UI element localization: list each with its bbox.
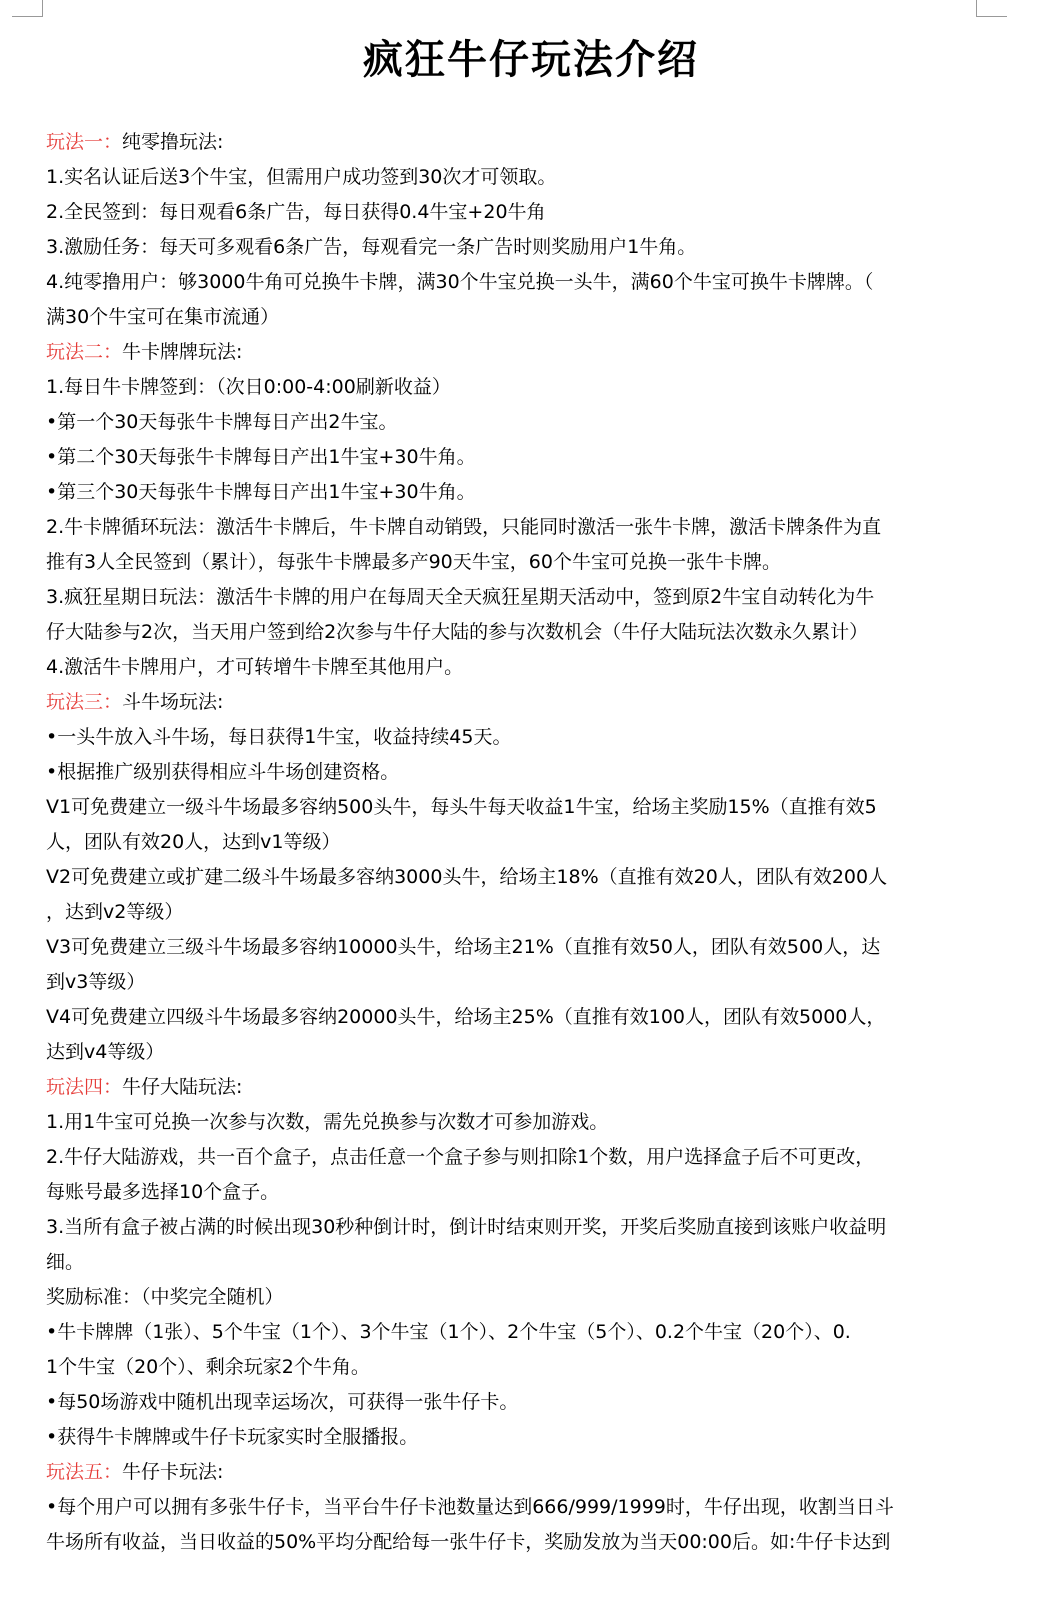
body-line: •每50场游戏中随机出现幸运场次，可获得一张牛仔卡。: [46, 1391, 519, 1413]
body-line: 奖励标准：（中奖完全随机）: [46, 1286, 284, 1308]
body-line: 仔大陆参与2次，当天用户签到给2次参与牛仔大陆的参与次数机会（牛仔大陆玩法次数永久累计）: [46, 621, 869, 643]
body-line: •第二个30天每张牛卡牌每日产出1牛宝+30牛角。: [46, 446, 476, 468]
body-line: V1可免费建立一级斗牛场最多容纳500头牛，每头牛每天收益1牛宝，给场主奖励15%（直推有效5: [46, 796, 877, 818]
body-line: 人，团队有效20人，达到v1等级）: [46, 831, 341, 853]
body-line: •一头牛放入斗牛场，每日获得1牛宝，收益持续45天。: [46, 726, 512, 748]
body-line: V2可免费建立或扩建二级斗牛场最多容纳3000头牛，给场主18%（直推有效20人，团队有效200人: [46, 866, 888, 888]
section-label: 玩法五：: [46, 1461, 123, 1483]
body-line: 2.牛卡牌循环玩法：激活牛卡牌后，牛卡牌自动销毁，只能同时激活一张牛卡牌，激活卡牌条件为直: [46, 516, 882, 538]
body-line: V4可免费建立四级斗牛场最多容纳20000头牛，给场主25%（直推有效100人，团队有效5000人，: [46, 1006, 886, 1028]
section-label: 玩法一：: [46, 131, 123, 153]
body-line: 牛场所有收益，当日收益的50%平均分配给每一张牛仔卡，奖励发放为当天00:00后。如:牛仔卡达到: [46, 1531, 891, 1553]
body-line: 1.实名认证后送3个牛宝，但需用户成功签到30次才可领取。: [46, 166, 557, 188]
page-corner-mark-left: [12, 0, 43, 17]
body-line: 4.纯零撸用户：够3000牛角可兑换牛卡牌，满30个牛宝兑换一头牛，满60个牛宝可换牛卡牌牌。（: [46, 271, 874, 293]
section-label: 玩法三：: [46, 691, 123, 713]
section-heading: [46, 125, 981, 160]
body-line: 推有3人全民签到（累计），每张牛卡牌最多产90天牛宝，60个牛宝可兑换一张牛卡牌。: [46, 551, 781, 573]
section-title: 斗牛场玩法:: [122, 691, 224, 713]
body-line: •每个用户可以拥有多张牛仔卡，当平台牛仔卡池数量达到666/999/1999时，牛仔出现，收割当日斗: [46, 1496, 894, 1518]
body-line: 3.疯狂星期日玩法：激活牛卡牌的用户在每周天全天疯狂星期天活动中，签到原2牛宝自动转化为牛: [46, 586, 875, 608]
section-heading: [46, 335, 981, 370]
body-line: •第一个30天每张牛卡牌每日产出2牛宝。: [46, 411, 398, 433]
page-corner-mark-right: [976, 0, 1007, 17]
body-line: 满30个牛宝可在集市流通）: [46, 306, 280, 328]
body-line: 4.激活牛卡牌用户，才可转增牛卡牌至其他用户。: [46, 656, 464, 678]
body-line: 2.牛仔大陆游戏，共一百个盒子，点击任意一个盒子参与则扣除1个数，用户选择盒子后不可更改，: [46, 1146, 875, 1168]
body-line: •牛卡牌牌（1张）、5个牛宝（1个）、3个牛宝（1个）、2个牛宝（5个）、0.2个牛宝（20个）、0.: [46, 1321, 851, 1343]
body-line: 到v3等级）: [46, 971, 146, 993]
section-title: 纯零撸玩法:: [122, 131, 224, 153]
section-label: 玩法二：: [46, 341, 123, 363]
section-title: 牛卡牌牌玩法:: [122, 341, 243, 363]
body-line: 3.当所有盒子被占满的时候出现30秒种倒计时，倒计时结束则开奖，开奖后奖励直接到该账户收益明: [46, 1216, 887, 1238]
document-title: 疯狂牛仔玩法介绍: [363, 37, 699, 83]
body-line: 1个牛宝（20个）、剩余玩家2个牛角。: [46, 1356, 370, 1378]
body-line: 1.用1牛宝可兑换一次参与次数，需先兑换参与次数才可参加游戏。: [46, 1111, 609, 1133]
body-line: 1.每日牛卡牌签到：（次日0:00-4:00刷新收益）: [46, 376, 451, 398]
document-body: [46, 125, 981, 1560]
section-heading: [46, 1070, 981, 1105]
body-line: •获得牛卡牌牌或牛仔卡玩家实时全服播报。: [46, 1426, 419, 1448]
body-line: 3.激励任务：每天可多观看6条广告，每观看完一条广告时则奖励用户1牛角。: [46, 236, 697, 258]
body-line: ，达到v2等级）: [46, 901, 184, 923]
body-line: 2.全民签到：每日观看6条广告，每日获得0.4牛宝+20牛角: [46, 201, 546, 223]
body-line: V3可免费建立三级斗牛场最多容纳10000头牛，给场主21%（直推有效50人，团队有效500人，达: [46, 936, 881, 958]
body-line: 每账号最多选择10个盒子。: [46, 1181, 280, 1203]
body-line: •根据推广级别获得相应斗牛场创建资格。: [46, 761, 400, 783]
section-heading: [46, 685, 981, 720]
body-line: 达到v4等级）: [46, 1041, 165, 1063]
body-line: •第三个30天每张牛卡牌每日产出1牛宝+30牛角。: [46, 481, 476, 503]
section-label: 玩法四：: [46, 1076, 123, 1098]
section-title: 牛仔大陆玩法:: [122, 1076, 243, 1098]
section-title: 牛仔卡玩法:: [122, 1461, 224, 1483]
body-line: 细。: [46, 1251, 85, 1273]
section-heading: [46, 1455, 981, 1490]
